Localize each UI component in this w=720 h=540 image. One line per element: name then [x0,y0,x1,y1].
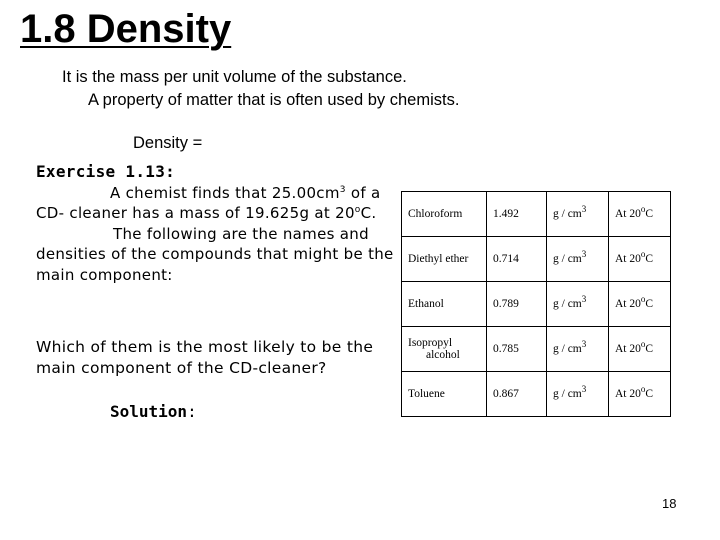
temperature [609,282,671,327]
exercise-text-1c: C. [360,204,377,222]
density-table [401,191,671,417]
exercise-block [36,162,396,285]
temperature-unit: C [645,343,654,355]
temperature-text: At 20 [615,343,641,355]
density-unit [547,192,609,237]
density-unit [547,237,609,282]
temperature [609,192,671,237]
compound-name-cell [402,327,487,372]
compound-name: Ethanol [408,298,444,310]
temperature-unit: C [645,298,654,310]
temperature-unit: C [645,388,654,400]
exercise-text-2a: The following are the names and densities of the compounds that might be the main component: [36,224,394,284]
slide-title: 1.8 Density [20,7,232,51]
solution-colon: : [187,402,197,421]
compound-name-continued: alcohol [426,349,460,361]
table-row [402,192,671,237]
density-value: 0.867 [487,372,547,417]
temperature-text: At 20 [615,253,641,265]
degree-symbol: o [640,294,646,305]
temperature [609,237,671,282]
solution-label [110,402,197,421]
compound-name: Isopropyl [408,337,453,349]
definition-line-2: A property of matter that is often used by chemists. [88,91,460,109]
unit-exponent: 3 [581,204,587,215]
temperature-unit: C [645,208,654,220]
degree-symbol: o [640,204,646,215]
unit-text: g / cm [553,343,582,355]
solution-text: Solution [110,402,188,421]
unit-exponent: 3 [581,384,587,395]
temperature [609,327,671,372]
density-unit [547,282,609,327]
exercise-heading: Exercise 1.13: [36,162,176,181]
temperature-text: At 20 [615,298,641,310]
exercise-text-1b: of a CD- cleaner has a mass of 19.625g at 20 [36,183,381,222]
unit-text: g / cm [553,208,582,220]
exercise-question: Which of them is the most likely to be the main component of the CD-cleaner? [36,338,374,377]
compound-name-cell [402,282,487,327]
density-table-body [402,192,671,417]
compound-name: Diethyl ether [408,253,469,265]
degree-symbol: o [640,249,646,260]
table-row [402,372,671,417]
unit-exponent: 3 [581,294,587,305]
density-unit [547,372,609,417]
temperature-unit: C [645,253,654,265]
table-row [402,237,671,282]
exercise-sup-1: 3 [339,184,346,195]
exercise-sup-2: o [354,205,361,215]
compound-name: Chloroform [408,208,463,220]
unit-text: g / cm [553,298,582,310]
compound-name-cell [402,192,487,237]
temperature [609,372,671,417]
exercise-text-2 [36,224,396,286]
unit-text: g / cm [553,388,582,400]
compound-name: Toluene [408,388,445,400]
density-value: 1.492 [487,192,547,237]
density-equation: Density = [133,134,203,152]
definition-line-1: It is the mass per unit volume of the substance. [62,68,407,86]
degree-symbol: o [640,384,646,395]
temperature-text: At 20 [615,388,641,400]
page-number: 18 [662,496,677,511]
unit-exponent: 3 [581,249,587,260]
density-value: 0.789 [487,282,547,327]
unit-text: g / cm [553,253,582,265]
table-row [402,282,671,327]
exercise-text-1a: A chemist finds that 25.00cm [110,183,340,202]
density-value: 0.785 [487,327,547,372]
compound-name-cell [402,237,487,282]
compound-name-cell [402,372,487,417]
unit-exponent: 3 [581,339,587,350]
exercise-text-1 [36,183,396,224]
degree-symbol: o [640,339,646,350]
temperature-text: At 20 [615,208,641,220]
density-unit [547,327,609,372]
table-row [402,327,671,372]
density-value: 0.714 [487,237,547,282]
